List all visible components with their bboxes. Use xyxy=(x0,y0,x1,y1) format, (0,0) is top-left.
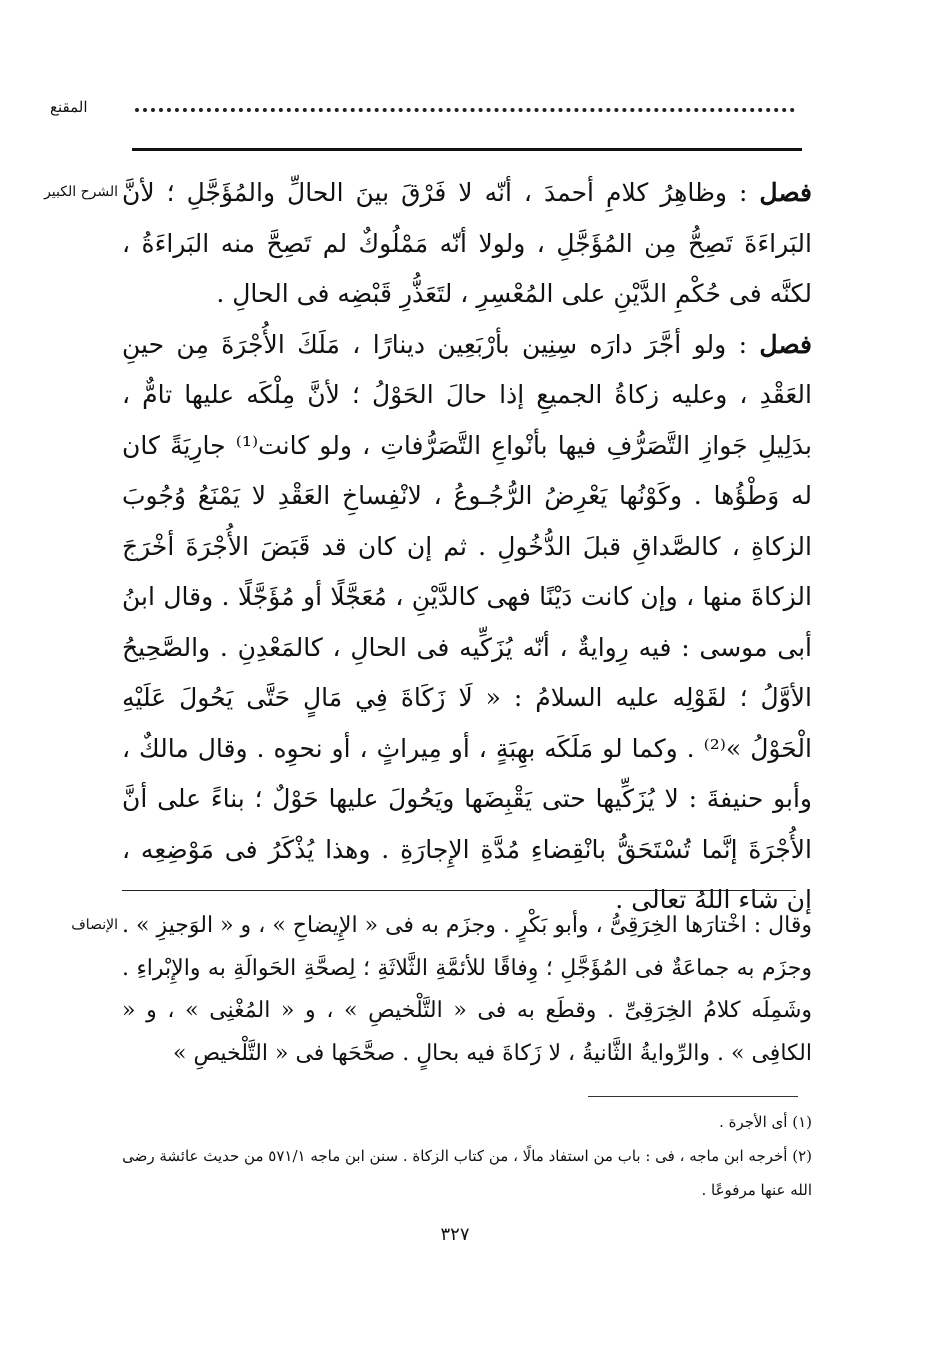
section-divider xyxy=(122,890,796,891)
section-paragraph xyxy=(122,168,812,320)
main-commentary-text xyxy=(122,168,812,926)
header-rule xyxy=(132,148,802,151)
page-number: ٣٢٧ xyxy=(440,1224,470,1245)
footnote: (٢) أخرجه ابن ماجه ، فى : باب من استفاد مالًا ، من كتاب الزكاة . سنن ابن ماجه ٥٧١/١ من حديث عائشة رضى الله عنها مرفوعًا . xyxy=(122,1147,812,1199)
insaf-text: وقال : اخْتارَها الخِرَقِىُّ ، وأبو بَكْرٍ . وجزَم به فى « الإِيضاحِ » ، و « الوَجيزِ » . وجزَم به جماعَةٌ فى المُؤَجَّلِ ؛ وِفاقًا للأئمَّةِ الثَّلاثَةِ ؛ لِصحَّةِ الحَوالَةِ به والإِبْراءِ . وشَمِلَه كلامُ الخِرَقِىِّ . وقطَع به فى « التَّلْخيصِ » ، و « المُغْنِى » ، و « الكافِى » . والرِّوايةُ الثَّانيةُ ، لا زَكاةَ فيه بحالٍ . صحَّحَها فى « التَّلْخيصِ » xyxy=(122,913,812,1066)
margin-label-insaf: الإنصاف xyxy=(71,917,118,933)
header-dotted-line xyxy=(135,108,795,112)
footnote: (١) أى الأجرة . xyxy=(719,1113,812,1131)
running-header-title: المقنع xyxy=(50,98,88,116)
footnotes xyxy=(122,1105,812,1207)
section-paragraph xyxy=(122,320,812,926)
section-body: : وظاهِرُ كلامِ أحمدَ ، أنّه لا فَرْقَ بينَ الحالِّ والمُؤَجَّلِ ؛ لأنَّ البَراءَةَ تَصِحُّ مِن المُؤَجَّلِ ، ولولا أنّه مَمْلُوكٌ لم تَصِحَّ منه البَراءَةُ ، لكنَّه فى حُكْمِ الدَّيْنِ على المُعْسِرِ ، لتَعَذُّرِ قَبْضِه فى الحالِ . xyxy=(122,178,812,308)
footnote-rule xyxy=(588,1096,798,1097)
section-body: : ولو أجَّرَ دارَه سِنِين بأرْبَعِين دينارًا ، مَلَكَ الأُجْرَةَ مِن حينِ العَقْدِ ، وعليه زكاةُ الجميعِ إذا حالَ الحَوْلُ ؛ لأنَّ مِلْكَه عليها تامٌّ ، بدَلِيلِ جَوازِ التَّصَرُّفِ فيها بأنْواعِ التَّصَرُّفاتِ ، ولو كانت⁽¹⁾ جارِيَةً كان له وَطْؤُها . وكَوْنُها يَعْرِضُ الرُّجُـوعُ ، لانْفِساخِ العَقْدِ لا يَمْنَعُ وُجُوبَ الزكاةِ ، كالصَّداقِ قبلَ الدُّخُولِ . ثم إن كان قد قَبَضَ الأُجْرَةَ أخْرَجَ الزكاةَ منها ، وإن كانت دَيْنًا فهى كالدَّيْنِ ، مُعَجَّلًا أو مُؤَجَّلًا . وقال ابنُ أبى موسى : فيه رِوايةٌ ، أنّه يُزَكِّيه فى الحالِ ، كالمَعْدِنِ . والصَّحِيحُ الأوَّلُ ؛ لقَوْلِه عليه السلامُ : « لَا زَكَاةَ فِي مَالٍ حَتَّى يَحُولَ عَلَيْهِ الْحَوْلُ »⁽²⁾ . وكما لو مَلَكَه بهِبَةٍ ، أو مِيراثٍ ، أو نحوِه . وقال مالكٌ ، وأبو حنيفةَ : لا يُزَكِّيها حتى يَقْبِضَها ويَحُولَ عليها حَوْلٌ ؛ بناءً على أنَّ الأُجْرَةَ إنَّما تُسْتَحَقُّ بانْقِضاءِ مُدَّةِ الإِجارَةِ . وهذا يُذْكَرُ فى مَوْضِعِه ، إن شاء اللهُ تعالى . xyxy=(122,329,812,914)
section-heading: فصل xyxy=(759,178,812,207)
section-heading: فصل xyxy=(759,329,812,359)
margin-label-sharh: الشرح الكبير xyxy=(44,184,118,200)
